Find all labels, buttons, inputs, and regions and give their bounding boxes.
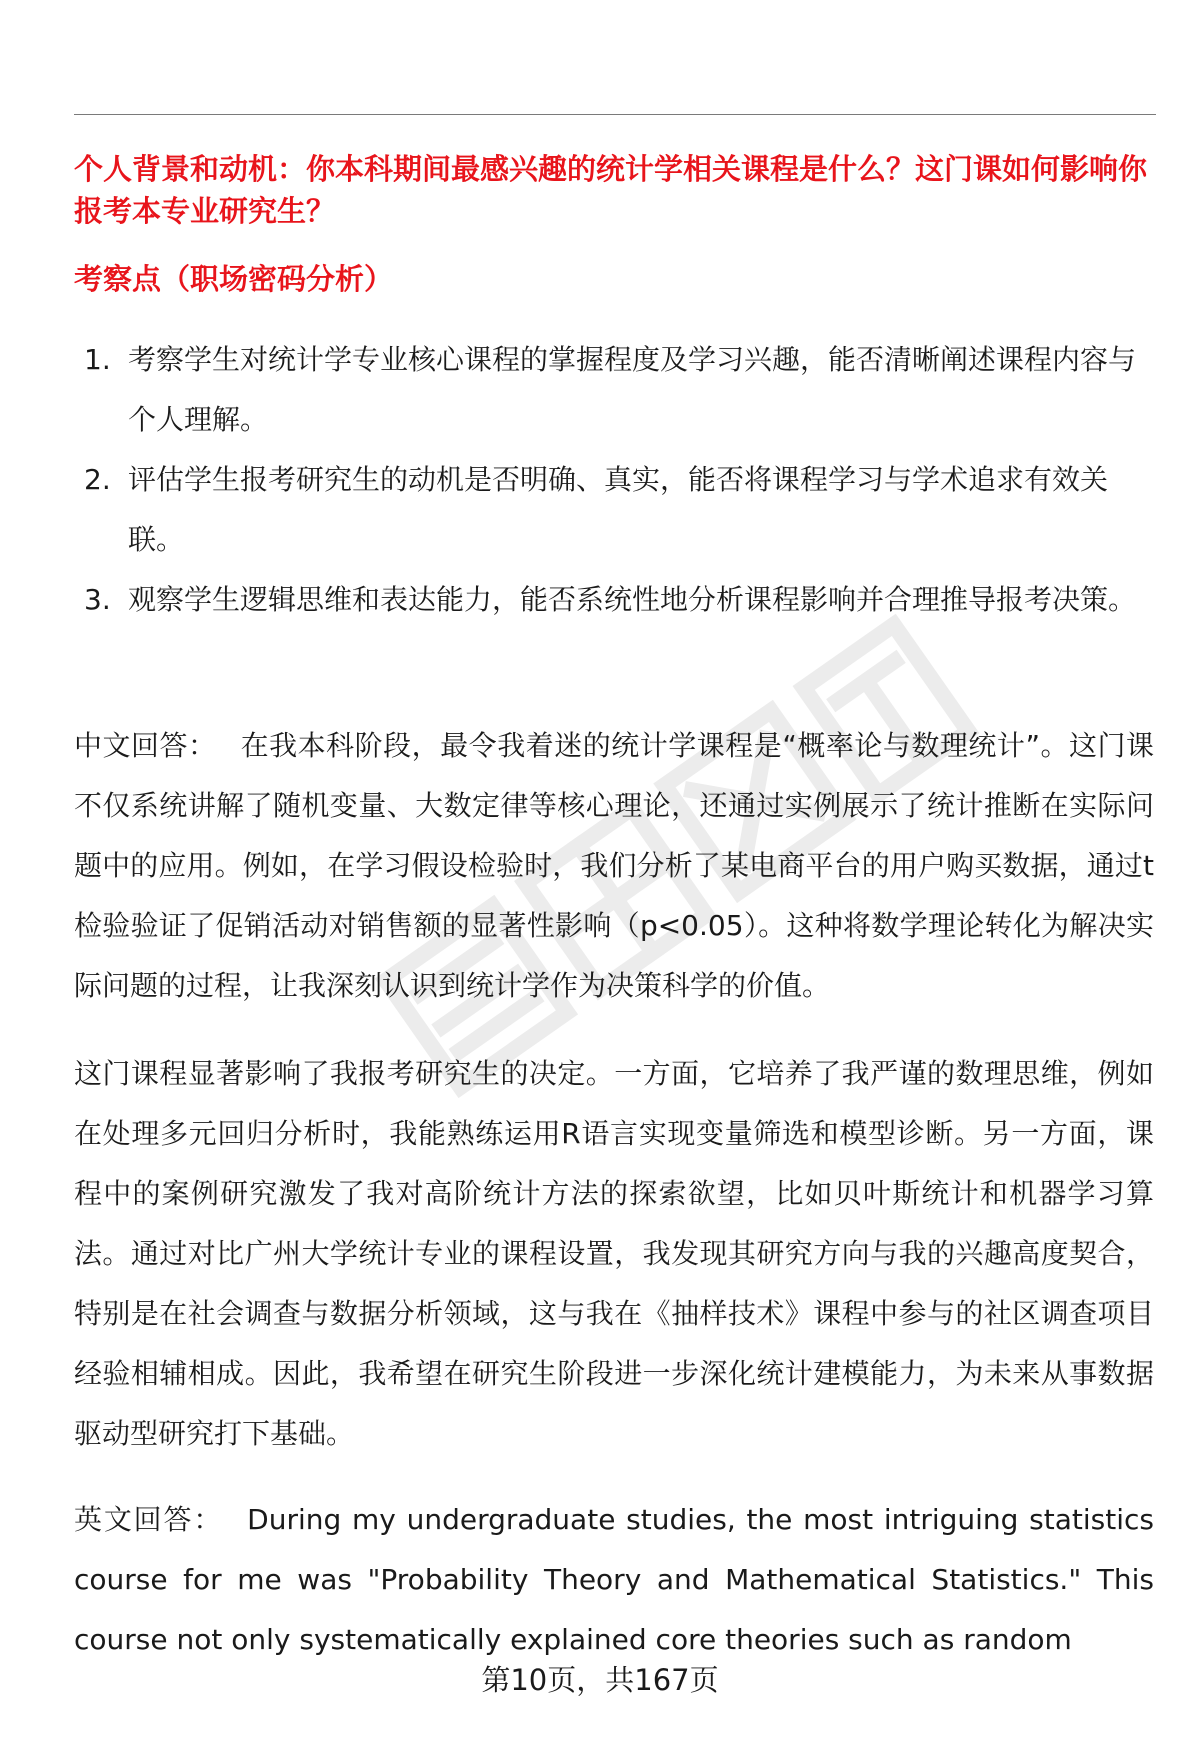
english-answer-paragraph <box>74 1490 1154 1670</box>
assessment-points-list <box>74 330 1154 630</box>
list-item-number: 1. <box>84 343 111 376</box>
chinese-answer-paragraph-1 <box>74 716 1154 1016</box>
english-answer-text: During my undergraduate studies, the most intriguing statistics course for me was "Probability Theory and Mathematical Statistics." This course not only systematically explained core theories such as random <box>74 1503 1154 1656</box>
list-item-text: 评估学生报考研究生的动机是否明确、真实，能否将课程学习与学术追求有效关联。 <box>128 463 1109 556</box>
chinese-answer-text-1: 在我本科阶段，最令我着迷的统计学课程是“概率论与数理统计”。这门课不仅系统讲解了随机变量、大数定律等核心理论，还通过实例展示了统计推断在实际问题中的应用。例如，在学习假设检验时，我们分析了某电商平台的用户购买数据，通过t检验验证了促销活动对销售额的显著性影响（p<0.05）。这种将数学理论转化为解决实际问题的过程，让我深刻认识到统计学作为决策科学的价值。 <box>74 729 1154 1002</box>
chinese-answer-label: 中文回答： <box>74 729 217 762</box>
english-answer-label: 英文回答： <box>74 1503 224 1536</box>
assessment-heading: 考察点（职场密码分析） <box>74 262 394 296</box>
list-item <box>74 330 1154 450</box>
page-number-footer: 第10页，共167页 <box>481 1663 719 1697</box>
list-item <box>74 450 1154 570</box>
header-divider <box>74 114 1156 115</box>
list-item-text: 考察学生对统计学专业核心课程的掌握程度及学习兴趣，能否清晰阐述课程内容与个人理解。 <box>128 343 1137 436</box>
list-item-text: 观察学生逻辑思维和表达能力，能否系统性地分析课程影响并合理推导报考决策。 <box>128 583 1137 616</box>
list-item <box>74 570 1154 630</box>
chinese-answer-paragraph-2: 这门课程显著影响了我报考研究生的决定。一方面，它培养了我严谨的数理思维，例如在处理多元回归分析时，我能熟练运用R语言实现变量筛选和模型诊断。另一方面，课程中的案例研究激发了我对高阶统计方法的探索欲望，比如贝叶斯统计和机器学习算法。通过对比广州大学统计专业的课程设置，我发现其研究方向与我的兴趣高度契合，特别是在社会调查与数据分析领域，这与我在《抽样技术》课程中参与的社区调查项目经验相辅相成。因此，我希望在研究生阶段进一步深化统计建模能力，为未来从事数据驱动型研究打下基础。 <box>74 1057 1154 1450</box>
question-title: 个人背景和动机：你本科期间最感兴趣的统计学相关课程是什么？这门课如何影响你报考本专业研究生？ <box>74 152 1148 228</box>
list-item-number: 2. <box>84 463 111 496</box>
list-item-number: 3. <box>84 583 111 616</box>
